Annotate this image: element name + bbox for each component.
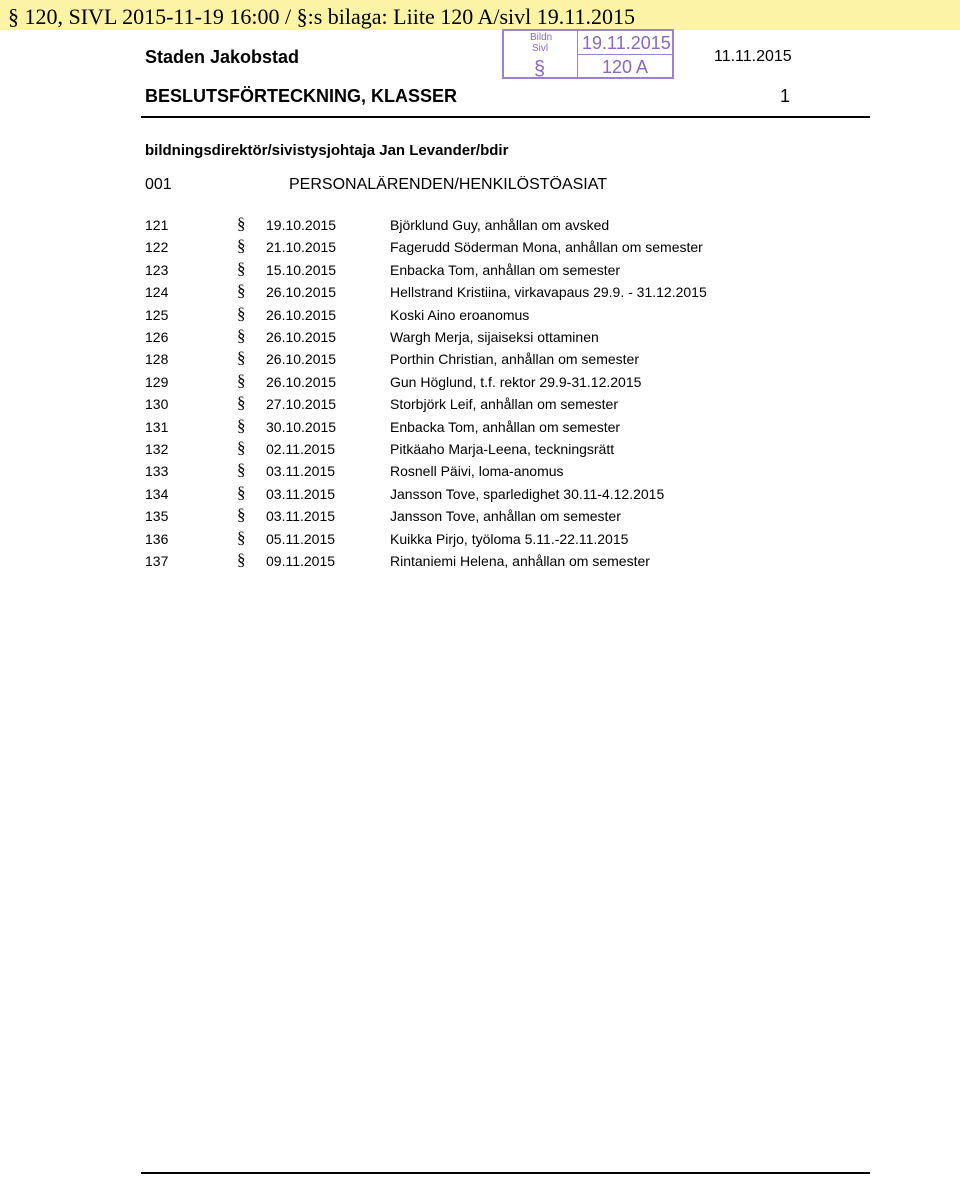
decision-number: 124: [145, 284, 169, 300]
decision-row: [0, 283, 960, 305]
decision-description: Enbacka Tom, anhållan om semester: [390, 262, 621, 278]
decision-number: 123: [145, 262, 169, 278]
decision-date: 26.10.2015: [266, 329, 337, 345]
document-date: 11.11.2015: [714, 48, 792, 65]
decision-date: 03.11.2015: [266, 508, 336, 524]
decision-number: 128: [145, 351, 169, 367]
section-icon: §: [237, 326, 246, 345]
decision-number: 134: [145, 486, 169, 502]
section-icon: §: [237, 416, 246, 435]
decision-date: 03.11.2015: [266, 463, 336, 479]
decision-number: 121: [145, 217, 169, 233]
decision-row: [0, 507, 960, 529]
attachment-banner: [0, 0, 960, 30]
decision-description: Kuikka Pirjo, työloma 5.11.-22.11.2015: [390, 531, 629, 547]
section-icon: §: [237, 214, 246, 233]
section-icon: §: [237, 528, 246, 547]
section-icon: §: [237, 371, 246, 390]
decision-date: 19.10.2015: [266, 217, 337, 233]
decision-description: Rosnell Päivi, loma-anomus: [390, 463, 564, 479]
decision-date: 02.11.2015: [266, 441, 336, 457]
decision-row: [0, 418, 960, 440]
decision-description: Björklund Guy, anhållan om avsked: [390, 217, 610, 233]
document-title: BESLUTSFÖRTECKNING, KLASSER: [145, 86, 458, 106]
decision-description: Koski Aino eroanomus: [390, 307, 530, 323]
decision-row: [0, 485, 960, 507]
section-icon: §: [237, 505, 246, 524]
stamp-date: 19.11.2015: [582, 33, 671, 53]
decision-row: [0, 552, 960, 574]
decision-row: [0, 373, 960, 395]
decision-number: 136: [145, 531, 169, 547]
decision-number: 130: [145, 396, 169, 412]
decision-number: 126: [145, 329, 169, 345]
decision-description: Porthin Christian, anhållan om semester: [390, 351, 640, 367]
category-code: 001: [145, 176, 172, 193]
banner-text: § 120, SIVL 2015-11-19 16:00 / §:s bilaga: Liite 120 A/sivl 19.11.2015: [8, 4, 635, 29]
official-name: bildningsdirektör/sivistysjohtaja Jan Levander/bdir: [145, 142, 509, 159]
decision-description: Wargh Merja, sijaiseksi ottaminen: [390, 329, 599, 345]
reception-stamp: [502, 29, 674, 79]
footer-rule: [141, 1172, 870, 1174]
stamp-label-bildn: Bildn: [530, 32, 553, 43]
decision-row: [0, 261, 960, 283]
decision-description: Pitkäaho Marja-Leena, teckningsrätt: [390, 441, 615, 457]
decision-row: [0, 462, 960, 484]
decision-number: 125: [145, 307, 169, 323]
stamp-section-icon: §: [534, 58, 546, 80]
decision-date: 26.10.2015: [266, 307, 337, 323]
decision-date: 30.10.2015: [266, 419, 337, 435]
decision-number: 135: [145, 508, 169, 524]
decision-description: Rintaniemi Helena, anhållan om semester: [390, 553, 650, 569]
decision-row: [0, 440, 960, 462]
decision-date: 03.11.2015: [266, 486, 336, 502]
section-icon: §: [237, 550, 246, 569]
decision-number: 133: [145, 463, 169, 479]
decision-number: 131: [145, 419, 169, 435]
decision-number: 122: [145, 239, 169, 255]
decision-number: 137: [145, 553, 169, 569]
decision-row: [0, 395, 960, 417]
section-icon: §: [237, 483, 246, 502]
decision-row: [0, 238, 960, 260]
section-icon: §: [237, 304, 246, 323]
decision-description: Jansson Tove, sparledighet 30.11-4.12.2015: [390, 486, 665, 502]
decision-row: [0, 216, 960, 238]
section-icon: §: [237, 460, 246, 479]
decision-description: Hellstrand Kristiina, virkavapaus 29.9. - 31.12.2015: [390, 284, 707, 300]
decision-date: 26.10.2015: [266, 284, 337, 300]
section-icon: §: [237, 393, 246, 412]
page-number: 1: [780, 86, 791, 106]
decision-number: 129: [145, 374, 169, 390]
decision-row: [0, 328, 960, 350]
decision-date: 26.10.2015: [266, 351, 337, 367]
stamp-label-sivl: Sivl: [532, 43, 549, 54]
stamp-divider-horizontal: [577, 54, 674, 55]
section-icon: §: [237, 259, 246, 278]
decision-description: Storbjörk Leif, anhållan om semester: [390, 396, 618, 412]
decision-date: 09.11.2015: [266, 553, 336, 569]
decision-number: 132: [145, 441, 169, 457]
decision-description: Fagerudd Söderman Mona, anhållan om semester: [390, 239, 703, 255]
decision-description: Gun Höglund, t.f. rektor 29.9-31.12.2015: [390, 374, 642, 390]
decision-description: Jansson Tove, anhållan om semester: [390, 508, 621, 524]
section-icon: §: [237, 281, 246, 300]
section-icon: §: [237, 236, 246, 255]
decision-description: Enbacka Tom, anhållan om semester: [390, 419, 621, 435]
header-rule: [141, 116, 870, 118]
decision-date: 15.10.2015: [266, 262, 337, 278]
organization-name: Staden Jakobstad: [145, 47, 300, 67]
decision-date: 21.10.2015: [266, 239, 337, 255]
section-icon: §: [237, 348, 246, 367]
decision-row: [0, 530, 960, 552]
section-icon: §: [237, 438, 246, 457]
decision-date: 26.10.2015: [266, 374, 337, 390]
decision-row: [0, 306, 960, 328]
stamp-number: 120 A: [602, 57, 649, 77]
decision-date: 05.11.2015: [266, 531, 336, 547]
decision-row: [0, 350, 960, 372]
category-title: PERSONALÄRENDEN/HENKILÖSTÖASIAT: [289, 176, 607, 193]
decision-date: 27.10.2015: [266, 396, 337, 412]
